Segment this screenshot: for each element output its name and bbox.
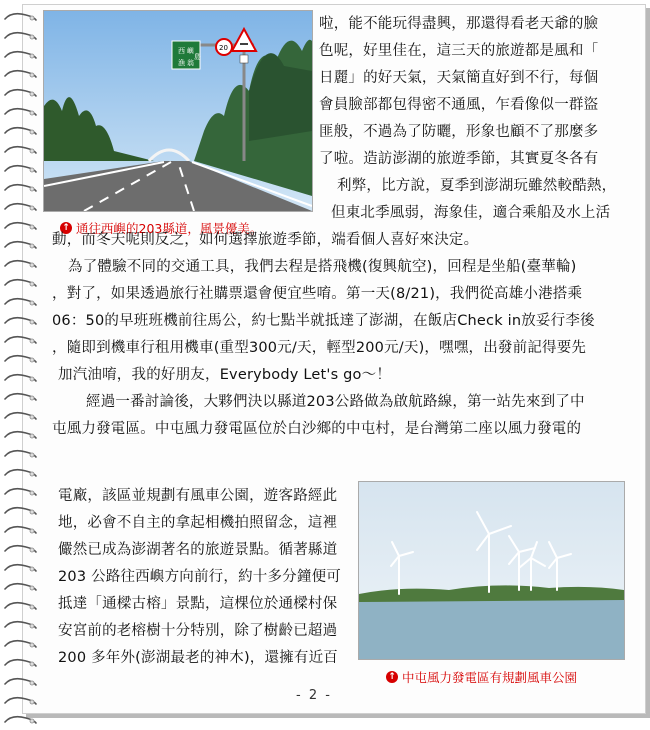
binding-ring [2, 616, 38, 628]
binding-ring [2, 407, 38, 419]
body-line: 啦，能不能玩得盡興，那還得看老天爺的臉 [319, 16, 599, 32]
windmill-photo-caption [386, 668, 577, 686]
body-line: 屯風力發電區。中屯風力發電區位於白沙鄉的中屯村，是台灣第二座以風力發電的 [52, 421, 582, 437]
windmill-caption-text: 中屯風力發電區有規劃風車公園 [402, 670, 578, 685]
binding-ring [2, 673, 38, 685]
body-line: 203 公路往西嶼方向前行，約十多分鐘便可 [58, 569, 341, 585]
binding-ring [2, 654, 38, 666]
body-line: 安宮前的老榕樹十分特別，除了樹齡已超過 [58, 623, 338, 639]
binding-ring [2, 27, 38, 39]
binding-ring [2, 635, 38, 647]
sign-text-5: 島 [194, 53, 201, 61]
binding-ring [2, 692, 38, 704]
binding-ring [2, 597, 38, 609]
binding-ring [2, 540, 38, 552]
speed-limit-text: 20 [219, 44, 228, 52]
sign-text-4: 翁 [187, 59, 194, 67]
sign-text-1: 西 [178, 47, 185, 55]
body-line: ，對了，如果透過旅行社購票還會便宜些唷。第一天(8/21)，我們從高雄小港搭乘 [52, 286, 583, 302]
binding-ring [2, 122, 38, 134]
body-line: 加汽油唷，我的好朋友，Everybody Let's go～！ [58, 367, 392, 383]
binding-ring [2, 217, 38, 229]
body-line: ，隨即到機車行租用機車(重型300元/天，輕型200元/天)，嘿嘿，出發前記得要先 [52, 340, 587, 356]
binding-ring [2, 445, 38, 457]
binding-ring [2, 65, 38, 77]
body-line: 日麗」的好天氣，天氣簡直好到不行，每個 [319, 70, 599, 86]
body-line: 但東北季風弱，海象佳，適合乘船及水上活 [331, 205, 611, 221]
binding-ring [2, 426, 38, 438]
binding-ring [2, 521, 38, 533]
body-line: 200 多年外(澎湖最老的神木)，還擁有近百 [58, 650, 338, 666]
body-line: 抵達「通樑古榕」景點，這棵位於通樑村保 [58, 596, 338, 612]
sign-text-2: 嶼 [187, 47, 194, 55]
windmill-photo-image [359, 482, 624, 659]
binding-ring [2, 578, 38, 590]
body-line: 為了體驗不同的交通工具，我們去程是搭飛機(復興航空)，回程是坐船(臺華輪) [68, 259, 577, 275]
binding-ring [2, 84, 38, 96]
binding-ring [2, 46, 38, 58]
binding-ring [2, 559, 38, 571]
binding-ring [2, 331, 38, 343]
binding-ring [2, 388, 38, 400]
body-line: 經過一番討論後，大夥們決以縣道203公路做為啟航路線，第一站先來到了中 [86, 394, 585, 410]
road-photo-image [44, 11, 312, 211]
windmill-photo [358, 481, 625, 660]
arrow-up-icon: ↑ [60, 222, 72, 234]
body-line: 會員臉部都包得密不通風，乍看像似一群盜 [319, 97, 599, 113]
binding-ring [2, 293, 38, 305]
binding-ring [2, 369, 38, 381]
binding-ring [2, 198, 38, 210]
road-caption-text: 通往西嶼的203縣道，風景優美。 [76, 221, 263, 236]
road-photo [43, 10, 313, 212]
page-number: - 2 - [296, 688, 332, 703]
body-line: 電廠，該區並規劃有風車公園，遊客路經此 [58, 488, 338, 504]
binding-ring [2, 464, 38, 476]
sign-text-3: 漁 [178, 59, 185, 67]
binding-ring [2, 502, 38, 514]
binding-ring [2, 350, 38, 362]
binding-ring [2, 141, 38, 153]
body-line: 地，必會不自主的拿起相機拍照留念，這裡 [58, 515, 338, 531]
body-line: 儼然已成為澎湖著名的旅遊景點。循著縣道 [58, 542, 338, 558]
body-line: 動，而冬天呢則反之，如何選擇旅遊季節，端看個人喜好來決定。 [52, 232, 479, 248]
binding-ring [2, 160, 38, 172]
binding-ring [2, 711, 38, 723]
binding-ring [2, 255, 38, 267]
binding-ring [2, 483, 38, 495]
binding-ring [2, 236, 38, 248]
arrow-up-icon: ↑ [386, 671, 398, 683]
body-line: 色呢，好里佳在，這三天的旅遊都是風和「 [319, 43, 599, 59]
spiral-binding [0, 0, 40, 720]
binding-ring [2, 8, 38, 20]
body-line: 了啦。造訪澎湖的旅遊季節，其實夏冬各有 [319, 151, 599, 167]
binding-ring [2, 103, 38, 115]
binding-ring [2, 179, 38, 191]
body-line: 06：50的早班班機前往馬公，約七點半就抵達了澎湖，在飯店Check in放妥行李後 [52, 313, 595, 329]
binding-ring [2, 274, 38, 286]
body-line: 利弊，比方說，夏季到澎湖玩雖然較酷熱， [337, 178, 617, 194]
body-line: 匪般，不過為了防曬，形象也顧不了那麼多 [319, 124, 599, 140]
binding-ring [2, 312, 38, 324]
